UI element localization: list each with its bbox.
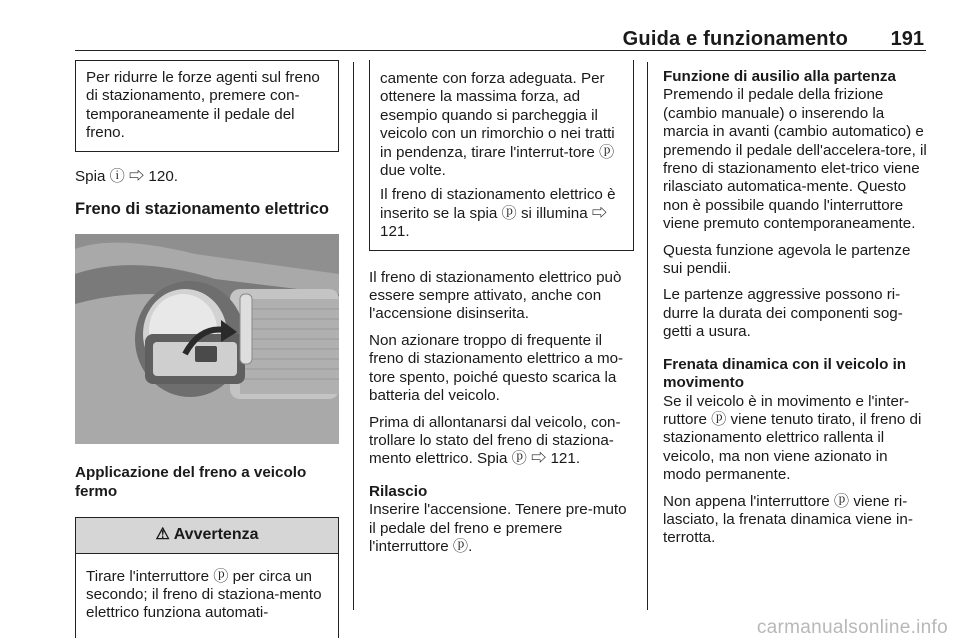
column-divider	[353, 62, 354, 610]
parking-brake-photo	[75, 234, 339, 444]
section-title: Freno di stazionamento elettrico	[75, 200, 329, 219]
paragraph: Inserire l'accensione. Tenere pre-muto il pedale del freno e premere l'interruttore ⓟ.	[369, 501, 627, 555]
note-text: Per ridurre le forze agenti sul freno di stazionamento, premere con-temporaneamente il pedale del freno.	[86, 69, 320, 142]
warning-box	[75, 517, 339, 637]
warning-indicator-text: Il freno di stazionamento elettrico è inserito se la spia ⓟ si illumina ⇨ 121.	[380, 186, 616, 241]
warning-header	[75, 517, 339, 553]
column-divider	[647, 62, 648, 610]
subhead-hill-start: Funzione di ausilio alla partenza	[663, 68, 896, 85]
paragraph: Non appena l'interruttore ⓟ viene ri-lasciato, la frenata dinamica viene in-terrotta.	[663, 492, 913, 547]
header-title: Guida e funzionamento	[622, 28, 848, 50]
warning-continuation-box	[369, 60, 634, 251]
column-3	[663, 60, 927, 556]
warning-continued-text: camente con forza adeguata. Per ottenere la massima forza, ad esempio quando si parcheggia il veicolo con un rimorchio o nei tratti in pendenza, tirare l'interrut-tore ⓟ due volte.	[380, 70, 615, 180]
subhead-apply: Applicazione del freno a veicolo fermo	[75, 464, 307, 500]
column-1	[75, 60, 339, 638]
spia-reference: Spia ⓘ ⇨ 120.	[75, 167, 178, 185]
subhead-release: Rilascio	[369, 482, 428, 500]
warning-body	[75, 554, 339, 638]
paragraph: Il freno di stazionamento elettrico può essere sempre attivato, anche con l'accensione disinserita.	[369, 268, 622, 323]
warning-icon: ⚠	[155, 526, 170, 544]
watermark: carmanualsonline.info	[756, 617, 948, 638]
page-header	[75, 26, 926, 51]
note-box	[75, 60, 339, 152]
paragraph: Le partenze aggressive possono ri-durre la durata dei componenti sog-getti a usura.	[663, 286, 903, 341]
paragraph: Non azionare troppo di frequente il freno di stazionamento elettrico a mo-tore spento, poiché questo scarica la batteria del veicolo.	[369, 331, 624, 405]
paragraph: Prima di allontanarsi dal veicolo, con-trollare lo stato del freno di staziona-mento elettrico. Spia ⓟ ⇨ 121.	[369, 413, 621, 468]
warning-title: Avvertenza	[173, 526, 259, 544]
paragraph: Se il veicolo è in movimento e l'inter-ruttore ⓟ viene tenuto tirato, il freno di stazionamento elettrico rallenta il veicolo, ma non viene azionato in modo permanente.	[663, 392, 922, 484]
warning-text: Tirare l'interruttore ⓟ per circa un secondo; il freno di staziona-mento elettrico funziona automati-	[86, 567, 322, 622]
page-number: 191	[890, 28, 924, 50]
paragraph: Questa funzione agevola le partenze sui pendii.	[663, 241, 911, 278]
subhead-dynamic-braking: Frenata dinamica con il veicolo in movimento	[663, 355, 907, 392]
column-2	[369, 60, 634, 564]
paragraph: Premendo il pedale della frizione (cambio manuale) o inserendo la marcia in avanti (cambio automatico) e premendo il pedale dell'accelera-tore, il freno di stazionamento elet-trico viene rilasciato automatica-mente. Questo non è possibile quando l'interruttore viene premuto contemporaneamente.	[663, 86, 927, 233]
